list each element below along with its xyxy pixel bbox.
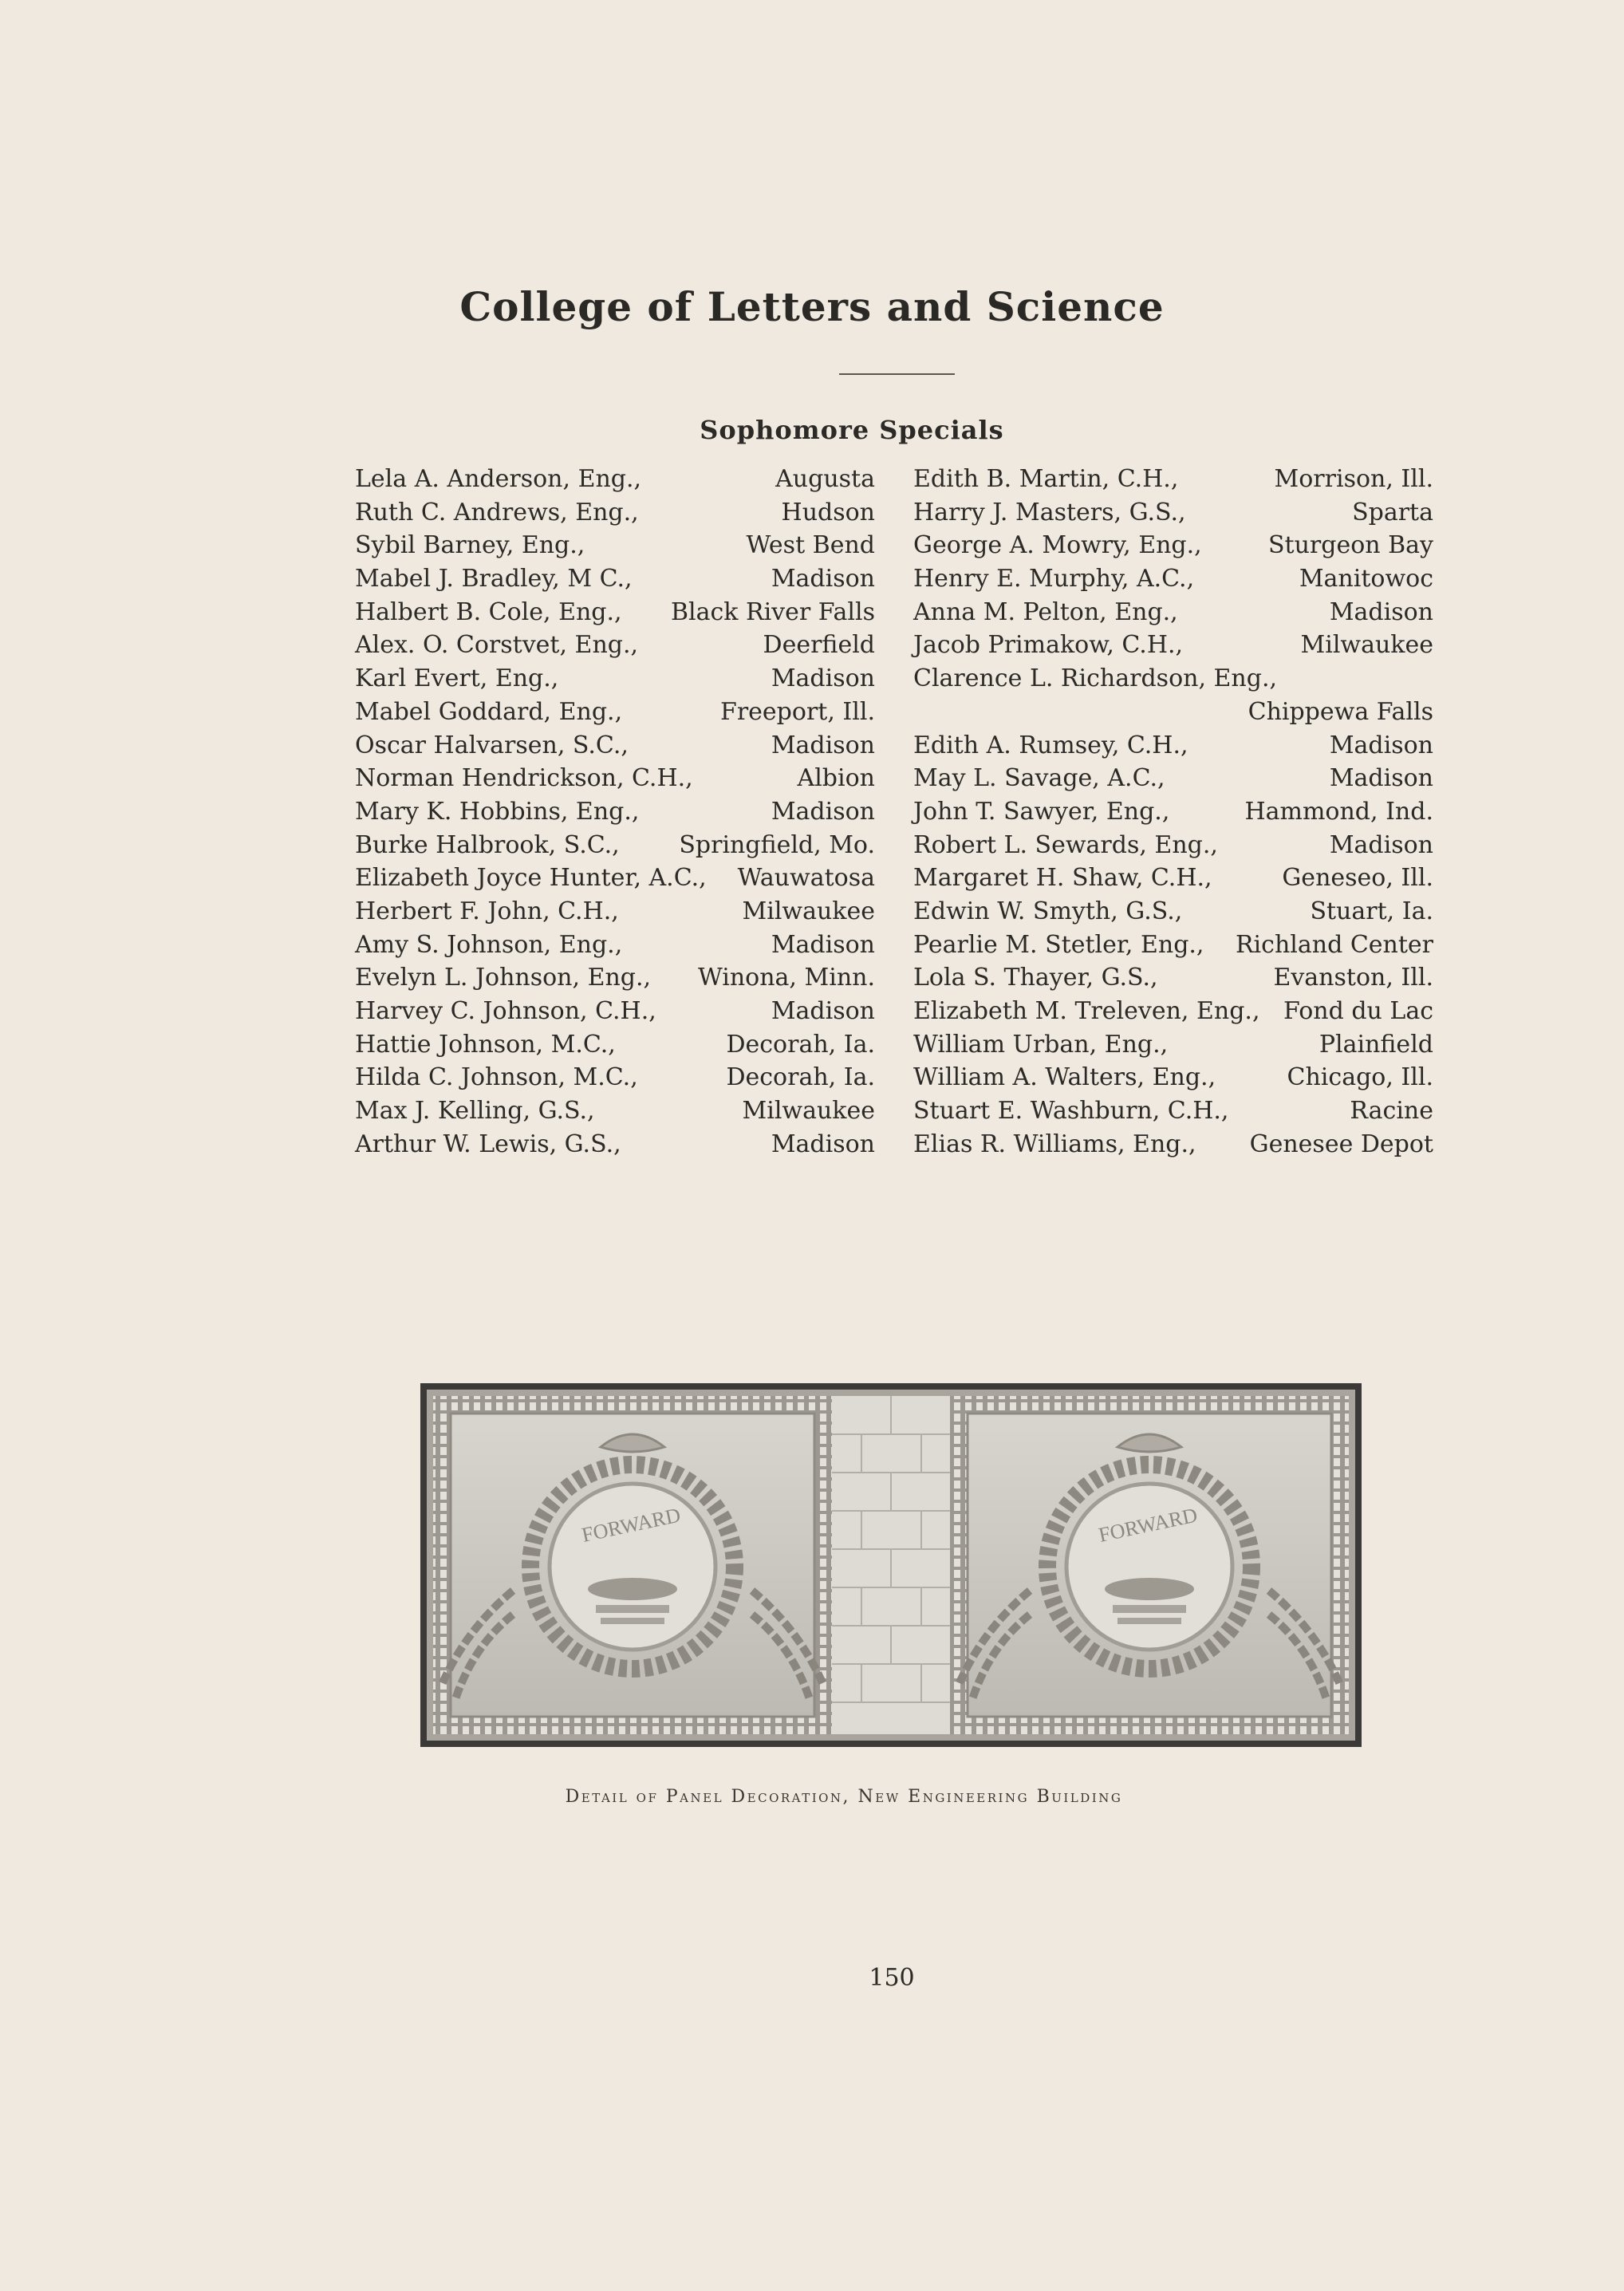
student-name: Elizabeth M. Treleven, Eng., — [913, 997, 1260, 1025]
student-hometown: Milwaukee — [742, 897, 875, 925]
roster-entry — [913, 496, 1433, 530]
student-hometown: Stuart, Ia. — [1310, 897, 1433, 925]
student-hometown: Plainfield — [1319, 1030, 1433, 1059]
roster-entry — [355, 562, 875, 596]
student-hometown: Madison — [771, 731, 875, 759]
student-hometown: Milwaukee — [742, 1097, 875, 1126]
student-hometown: Augusta — [775, 465, 875, 493]
student-name: Lela A. Anderson, Eng., — [355, 465, 642, 493]
student-hometown: Wauwatosa — [737, 864, 875, 893]
roster-entry — [355, 929, 875, 962]
roster-entry — [913, 1094, 1433, 1128]
roster-entry — [913, 961, 1433, 995]
roster-entry — [913, 562, 1433, 596]
student-name: Evelyn L. Johnson, Eng., — [355, 964, 652, 992]
student-hometown: Madison — [771, 565, 875, 593]
student-name: Elias R. Williams, Eng., — [913, 1130, 1196, 1158]
student-hometown: Springfield, Mo. — [679, 830, 875, 859]
roster-entry — [913, 529, 1433, 562]
student-hometown: Chippewa Falls — [1248, 697, 1433, 726]
roster-entry — [355, 829, 875, 862]
student-name: Lola S. Thayer, G.S., — [913, 964, 1158, 992]
student-hometown: Deerfield — [763, 631, 875, 660]
student-hometown: Winona, Minn. — [697, 964, 875, 992]
roster-entry — [913, 729, 1433, 763]
roster-entry — [913, 929, 1433, 962]
student-name: John T. Sawyer, Eng., — [913, 797, 1170, 826]
student-name: Jacob Primakow, C.H., — [913, 631, 1184, 660]
student-name: Herbert F. John, C.H., — [355, 897, 619, 925]
student-hometown: Geneseo, Ill. — [1282, 864, 1433, 893]
student-name: Mary K. Hobbins, Eng., — [355, 797, 640, 826]
student-name: Mabel Goddard, Eng., — [355, 697, 623, 726]
page-number: 150 — [869, 1964, 915, 1992]
title-divider — [839, 373, 955, 375]
roster-entry-continuation — [913, 696, 1433, 729]
student-name: Edith A. Rumsey, C.H., — [913, 731, 1188, 759]
student-name: Hattie Johnson, M.C., — [355, 1030, 616, 1059]
roster-entry — [913, 829, 1433, 862]
roster-entry — [355, 1061, 875, 1094]
student-name: Burke Halbrook, S.C., — [355, 830, 620, 859]
roster-entry — [355, 795, 875, 829]
student-name: Robert L. Sewards, Eng., — [913, 830, 1218, 859]
roster-entry — [913, 1061, 1433, 1094]
roster-entry — [355, 961, 875, 995]
roster-entry — [913, 662, 1433, 696]
student-hometown: West Bend — [746, 531, 875, 560]
student-hometown: Madison — [771, 664, 875, 693]
roster-entry — [355, 463, 875, 496]
student-name: Halbert B. Cole, Eng., — [355, 597, 622, 626]
student-hometown: Morrison, Ill. — [1274, 465, 1433, 493]
roster-entry — [913, 1128, 1433, 1161]
student-name: Amy S. Johnson, Eng., — [355, 930, 623, 959]
right-roster-column — [913, 463, 1433, 1161]
roster-entry — [913, 762, 1433, 795]
page-title: College of Letters and Science — [459, 283, 1165, 330]
student-name: Harry J. Masters, G.S., — [913, 498, 1186, 526]
student-name: Pearlie M. Stetler, Eng., — [913, 930, 1204, 959]
roster-entry — [355, 1028, 875, 1062]
student-name: Alex. O. Corstvet, Eng., — [355, 631, 639, 660]
student-name: Mabel J. Bradley, M C., — [355, 565, 633, 593]
student-hometown: Racine — [1350, 1097, 1433, 1126]
student-name: Oscar Halvarsen, S.C., — [355, 731, 629, 759]
student-hometown: Sparta — [1352, 498, 1433, 526]
student-name: Edith B. Martin, C.H., — [913, 465, 1179, 493]
student-name: Max J. Kelling, G.S., — [355, 1097, 595, 1126]
student-hometown: Manitowoc — [1299, 565, 1433, 593]
roster-entry — [913, 629, 1433, 662]
section-heading: Sophomore Specials — [700, 415, 1004, 445]
student-name: Edwin W. Smyth, G.S., — [913, 897, 1183, 925]
student-name: Clarence L. Richardson, Eng., — [913, 664, 1278, 693]
student-hometown: Madison — [771, 997, 875, 1025]
student-name: Elizabeth Joyce Hunter, A.C., — [355, 864, 707, 893]
student-name: Stuart E. Washburn, C.H., — [913, 1097, 1229, 1126]
roster-entry — [355, 895, 875, 929]
student-name: Harvey C. Johnson, C.H., — [355, 997, 656, 1025]
student-hometown: Evanston, Ill. — [1273, 964, 1433, 992]
student-hometown: Fond du Lac — [1283, 997, 1433, 1025]
roster-entry — [913, 995, 1433, 1028]
student-hometown: Milwaukee — [1300, 631, 1433, 660]
student-name: Norman Hendrickson, C.H., — [355, 764, 693, 793]
student-name: Henry E. Murphy, A.C., — [913, 565, 1195, 593]
roster-entry — [355, 1094, 875, 1128]
student-hometown: Madison — [1329, 731, 1433, 759]
roster-entry — [355, 629, 875, 662]
figure-caption: Detail of Panel Decoration, New Engineering Building — [565, 1787, 1123, 1807]
student-hometown: Hammond, Ind. — [1244, 797, 1433, 826]
roster-entry — [913, 596, 1433, 629]
student-name: Ruth C. Andrews, Eng., — [355, 498, 639, 526]
student-hometown: Madison — [1329, 830, 1433, 859]
panel-decoration-photo — [420, 1383, 1362, 1747]
student-hometown: Richland Center — [1235, 930, 1433, 959]
student-name: George A. Mowry, Eng., — [913, 531, 1202, 560]
roster-entry — [355, 596, 875, 629]
roster-entry — [355, 496, 875, 530]
roster-entry — [355, 995, 875, 1028]
student-hometown: Decorah, Ia. — [726, 1063, 875, 1092]
roster-entry — [355, 862, 875, 895]
roster-entry — [913, 862, 1433, 895]
student-hometown: Decorah, Ia. — [726, 1030, 875, 1059]
student-name: Anna M. Pelton, Eng., — [913, 597, 1178, 626]
student-hometown: Hudson — [781, 498, 875, 526]
student-hometown: Madison — [1329, 597, 1433, 626]
student-name: William Urban, Eng., — [913, 1030, 1169, 1059]
student-hometown: Chicago, Ill. — [1287, 1063, 1433, 1092]
roster-entry — [355, 1128, 875, 1161]
student-name: Karl Evert, Eng., — [355, 664, 559, 693]
roster-entry — [355, 662, 875, 696]
left-medallion-inscription: FORWARD — [579, 1503, 683, 1547]
student-name: Arthur W. Lewis, G.S., — [355, 1130, 621, 1158]
student-hometown: Genesee Depot — [1249, 1130, 1433, 1158]
student-hometown: Black River Falls — [670, 597, 875, 626]
student-hometown: Albion — [797, 764, 875, 793]
panel-decoration-illustration — [427, 1390, 1355, 1741]
left-roster-column — [355, 463, 875, 1161]
roster-entry — [913, 795, 1433, 829]
brick-pier — [832, 1396, 950, 1734]
student-name: May L. Savage, A.C., — [913, 764, 1165, 793]
student-name: Sybil Barney, Eng., — [355, 531, 585, 560]
right-medallion-inscription: FORWARD — [1096, 1503, 1200, 1547]
student-hometown: Freeport, Ill. — [720, 697, 875, 726]
student-name: William A. Walters, Eng., — [913, 1063, 1216, 1092]
roster-entry — [355, 529, 875, 562]
student-hometown: Madison — [771, 930, 875, 959]
roster-entry — [355, 696, 875, 729]
roster-entry — [913, 463, 1433, 496]
roster-entry — [913, 895, 1433, 929]
student-hometown: Madison — [1329, 764, 1433, 793]
student-name: Margaret H. Shaw, C.H., — [913, 864, 1212, 893]
roster-entry — [355, 762, 875, 795]
student-hometown: Madison — [771, 1130, 875, 1158]
roster-entry — [355, 729, 875, 763]
student-hometown: Madison — [771, 797, 875, 826]
roster-entry — [913, 1028, 1433, 1062]
student-name: Hilda C. Johnson, M.C., — [355, 1063, 638, 1092]
student-hometown: Sturgeon Bay — [1267, 531, 1433, 560]
